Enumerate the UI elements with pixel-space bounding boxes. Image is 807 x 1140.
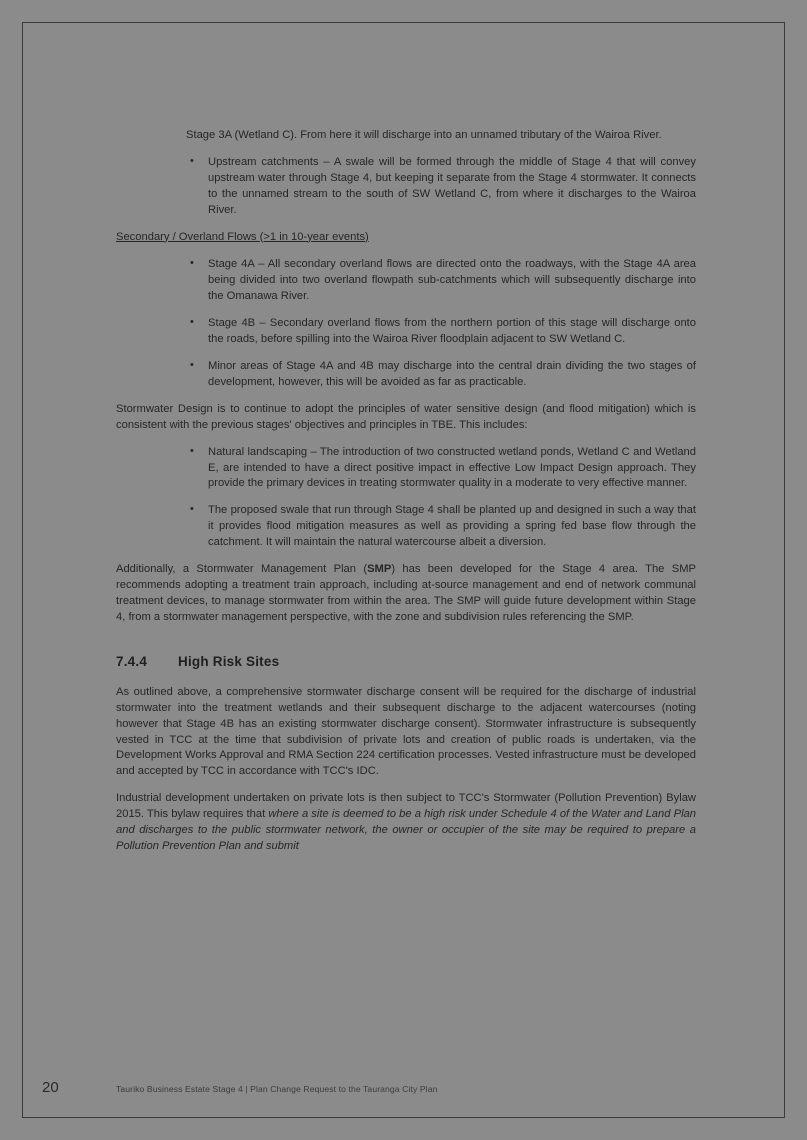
footer-document-title: Tauriko Business Estate Stage 4 | Plan Change Request to the Tauranga City Plan <box>116 1084 438 1094</box>
bullet-list-upstream <box>116 155 696 219</box>
list-item: • Natural landscaping – The introduction of two constructed wetland ponds, Wetland C and Wetland E, are intended to have a direct positive impact in effective Low Impact Design approach. They provide the primary devices in treating stormwater quality in a moderate to very effective manner. <box>186 445 696 493</box>
list-item: • Upstream catchments – A swale will be formed through the middle of Stage 4 that will convey upstream water through Stage 4, but keeping it separate from the Stage 4 stormwater. It connects to the unnamed stream to the south of SW Wetland C, from where it discharges to the Wairoa River. <box>186 155 696 219</box>
bylaw-quote: where a site is deemed to be a high risk under Schedule 4 of the Water and Land Plan and discharges to the public stormwater network, the owner or occupier of the site may be required to prepare a Pollution Prevention Plan and submit <box>116 808 696 852</box>
paragraph-high-risk-2 <box>116 791 696 855</box>
list-item: • Stage 4A – All secondary overland flows are directed onto the roadways, with the Stage 4A area being divided into two overland flowpath sub-catchments which will subsequently discharge into the Omanawa River. <box>186 257 696 305</box>
document-body <box>116 128 696 866</box>
paragraph-smp <box>116 562 696 626</box>
page-footer <box>42 1079 762 1096</box>
list-item: • Stage 4B – Secondary overland flows from the northern portion of this stage will discharge onto the roads, before spilling into the Wairoa River floodplain adjacent to SW Wetland C. <box>186 316 696 348</box>
smp-abbreviation: SMP <box>367 563 392 576</box>
subheading-secondary-overland-flows: Secondary / Overland Flows (>1 in 10-year events) <box>116 230 369 243</box>
smp-text-part-2: ) has been developed for the Stage 4 area. The SMP recommends adopting a treatment train approach, including at-source management and end of network communal treatment devices, to manage stormwater from within the area. The SMP will guide future development within Stage 4, from a stormwater management perspective, with the zone and subdivision rules referencing the SMP. <box>116 563 696 623</box>
section-title: High Risk Sites <box>178 653 280 669</box>
smp-text-part-1: Additionally, a Stormwater Management Plan ( <box>116 563 368 576</box>
list-item: • Minor areas of Stage 4A and 4B may discharge into the central drain dividing the two stages of development, however, this will be avoided as far as practicable. <box>186 359 696 391</box>
bullet-list-design-principles <box>116 445 696 551</box>
section-number: 7.4.4 <box>116 653 148 669</box>
bullet-list-secondary-flows <box>116 257 696 390</box>
page-number: 20 <box>42 1079 59 1096</box>
paragraph-intro-continuation: Stage 3A (Wetland C). From here it will discharge into an unnamed tributary of the Wairoa River. <box>186 129 662 141</box>
section-heading-high-risk-sites <box>116 652 696 671</box>
paragraph-high-risk-1: As outlined above, a comprehensive stormwater discharge consent will be required for the discharge of industrial stormwater into the treatment wetlands and their subsequent discharge to the adjacent watercourses (noting however that Stage 4B has an existing stormwater discharge consent). Stormwater infrastructure is subsequently vested in TCC at the time that subdivision of private lots and creation of public roads is undertaken, via the Development Works Approval and RMA Section 224 certification processes. Vested infrastructure must be developed and accepted by TCC in accordance with TCC's IDC. <box>116 685 696 778</box>
list-item: • The proposed swale that run through Stage 4 shall be planted up and designed in such a way that it provides flood mitigation measures as well as providing a spring fed base flow through the catchment. It will maintain the natural watercourse albeit a diversion. <box>186 503 696 551</box>
paragraph-stormwater-design: Stormwater Design is to continue to adopt the principles of water sensitive design (and flood mitigation) which is consistent with the previous stages' objectives and principles in TBE. This includes: <box>116 402 696 431</box>
bylaw-text: Industrial development undertaken on private lots is then subject to TCC's Stormwater (Pollution Prevention) Bylaw 2015. This bylaw requires that <box>116 792 696 821</box>
